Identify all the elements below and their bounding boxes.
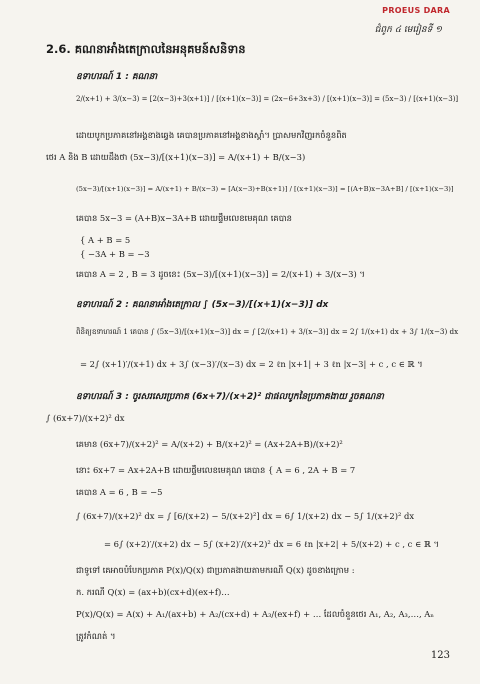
eq-4: = 2∫ (x+1)′/(x+1) dx + 3∫ (x−3)′/(x−3) dx = 2 ℓn |x+1| + 3 ℓn |x−3| + c , c ∈ ℝ ។ [80, 359, 423, 369]
text-7: ជាទូទៅ គេអាចបំបែកប្រភាគ P(x)/Q(x) ជាប្រភាគងាយតាមករណី Q(x) ដូចខាងក្រោម : [76, 565, 355, 575]
system-line-2: { −3A + B = −3 [80, 249, 150, 259]
eq-6: ∫ (6x+7)/(x+2)² dx = ∫ [6/(x+2) − 5/(x+2)²] dx = 6∫ 1/(x+2) dx − 5∫ 1/(x+2)² dx [76, 511, 415, 521]
eq-2: (5x−3)/[(x+1)(x−3)] = A/(x+1) + B/(x−3) = [A(x−3)+B(x+1)] / [(x+1)(x−3)] = [(A+B)x−3A+B] / [(x+1)(x−3)] [76, 185, 454, 193]
eq-5: គេមាន (6x+7)/(x+2)² = A/(x+2) + B/(x+2)² = (Ax+2A+B)/(x+2)² [76, 439, 343, 449]
integral-expr: ∫ (6x+7)/(x+2)² dx [46, 413, 125, 423]
text-5: នោះ 6x+7 = Ax+2A+B ដោយផ្ទឹមលេខមេគុណ គេបាន { A = 6 , 2A + B = 7 [76, 465, 356, 475]
text-2: ថេរ A និង B ដោយដឹងថា (5x−3)/[(x+1)(x−3)] = A/(x+1) + B/(x−3) [46, 152, 306, 162]
eq-3: ពិនិត្យឧទាហរណ៍ 1 គេបាន ∫ (5x−3)/[(x+1)(x−3)] dx = ∫ [2/(x+1) + 3/(x−3)] dx = 2∫ 1/(x+1) dx + 3∫ 1/(x−3) dx [76, 327, 459, 336]
chapter-header: ជំពូក ៤ មេរៀនទី ១ [374, 25, 442, 35]
text-4: គេបាន A = 2 , B = 3 ដូចនេះ (5x−3)/[(x+1)(x−3)] = 2/(x+1) + 3/(x−3) ។ [76, 269, 365, 279]
example-1-heading: ឧទាហរណ៍ 1 : គណនា [76, 72, 158, 82]
system-line-1: { A + B = 5 [80, 235, 131, 245]
text-6: គេបាន A = 6 , B = −5 [76, 487, 163, 497]
text-8: ត្រូវកំណត់ ។ [76, 631, 116, 641]
eq-1: 2/(x+1) + 3/(x−3) = [2(x−3)+3(x+1)] / [(x+1)(x−3)] = (2x−6+3x+3) / [(x+1)(x−3)] = (5x−3) / [(x+1)(x−3)] [76, 95, 459, 103]
page-number: 123 [430, 650, 450, 661]
text-3: គេបាន 5x−3 = (A+B)x−3A+B ដោយផ្ទឹមលេខមេគុណ គេបាន [76, 213, 292, 223]
example-2-heading: ឧទាហរណ៍ 2 : គណនាអាំងតេក្រាល ∫ (5x−3)/[(x+1)(x−3)] dx [76, 300, 329, 310]
eq-8: P(x)/Q(x) = A(x) + A₁/(ax+b) + A₂/(cx+d) + A₃/(ex+f) + … ដែលចំនួនថេរ A₁, A₂, A₃,…, Aₙ [76, 609, 434, 619]
eq-7: = 6∫ (x+2)′/(x+2) dx − 5∫ (x+2)′/(x+2)² dx = 6 ℓn |x+2| + 5/(x+2) + c , c ∈ ℝ ។ [104, 539, 440, 549]
section-title: 2.6. គណនាអាំងតេក្រាលនៃអនុគមន៍សនិទាន [46, 42, 246, 56]
brand-header: PROEUS DARA [382, 6, 450, 15]
text-1: ដោយបូកប្រភាគនៅអង្គខាងឆ្វេង គេបានប្រភាគនៅអង្គខាងស្ដាំ។ ប្រាសមកវិញរកចំនួនពិត [76, 130, 347, 140]
case-a: ក. ករណី Q(x) = (ax+b)(cx+d)(ex+f)… [76, 587, 230, 597]
example-3-heading: ឧទាហរណ៍ 3 : ចូរសរសេរប្រភាគ (6x+7)/(x+2)² ជាផលបូកនៃប្រភាគងាយ រួចគណនា [76, 392, 384, 402]
